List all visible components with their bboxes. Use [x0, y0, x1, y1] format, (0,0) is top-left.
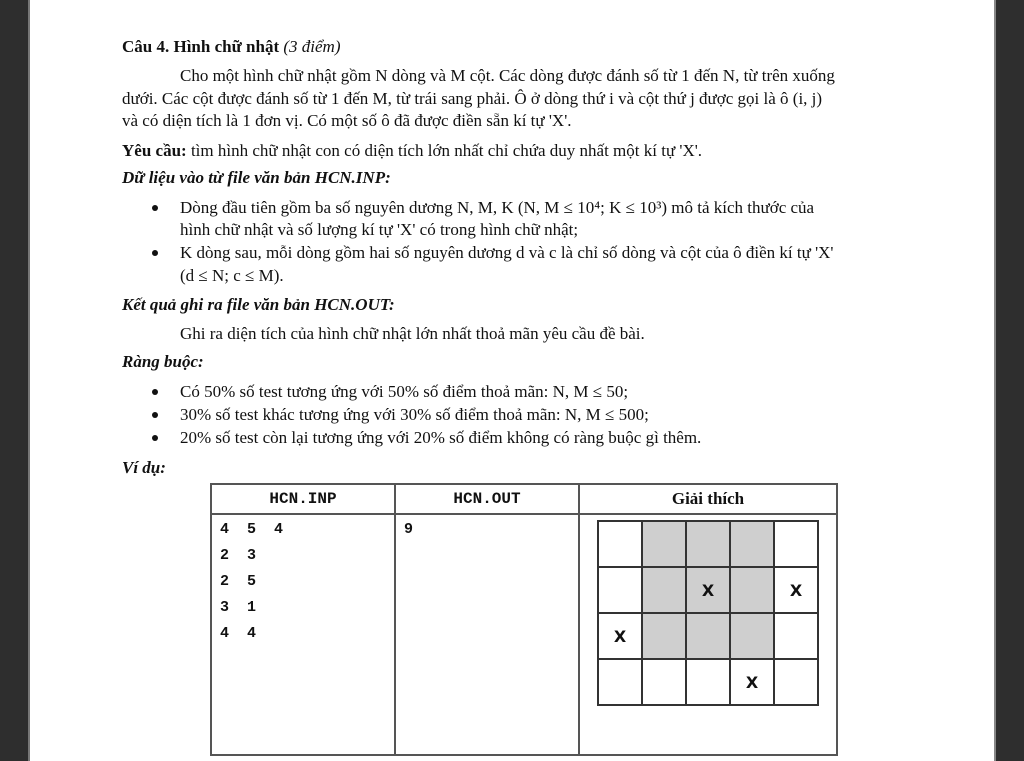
- grid-cell: [686, 613, 730, 659]
- grid-cell: [730, 567, 774, 613]
- input-bullet-2-line-2: (d ≤ N; c ≤ M).: [180, 266, 284, 285]
- input-cell: [211, 514, 395, 755]
- grid-cell: [686, 521, 730, 567]
- input-bullet-1-line-2: hình chữ nhật và số lượng kí tự 'X' có trong hình chữ nhật;: [180, 220, 579, 239]
- intro-line-1: Cho một hình chữ nhật gồm N dòng và M cột. Các dòng được đánh số từ 1 đến N, từ trên xuống: [180, 66, 835, 85]
- title-points: (3 điểm): [283, 37, 341, 56]
- intro-line-3: và có diện tích là 1 đơn vị. Có một số ô đã được điền sẵn kí tự 'X'.: [122, 111, 572, 130]
- input-line: 2 5: [220, 573, 257, 590]
- grid-cell: [642, 613, 686, 659]
- input-line: 3 1: [220, 599, 257, 616]
- input-heading: Dữ liệu vào từ file văn bản HCN.INP:: [122, 168, 391, 187]
- document-page: [30, 0, 994, 761]
- grid-cell-x: X: [730, 659, 774, 705]
- requirement: [122, 140, 702, 161]
- grid-row: [598, 567, 818, 613]
- grid-cell-x: X: [774, 567, 818, 613]
- left-viewer-margin: [0, 0, 30, 761]
- output-heading: Kết quả ghi ra file văn bản HCN.OUT:: [122, 295, 395, 314]
- constraints-heading: Ràng buộc:: [122, 352, 204, 371]
- bullet-icon: [152, 250, 158, 256]
- grid-cell: [774, 613, 818, 659]
- grid-cell: [642, 567, 686, 613]
- input-bullet-2-line-1: K dòng sau, mỗi dòng gồm hai số nguyên dương d và c là chỉ số dòng và cột của ô điền kí tự 'X': [180, 243, 834, 262]
- grid-cell: [598, 521, 642, 567]
- title-bold: Câu 4. Hình chữ nhật: [122, 37, 280, 56]
- grid-cell: [774, 659, 818, 705]
- constraint-3: 20% số test còn lại tương ứng với 20% số điểm không có ràng buộc gì thêm.: [180, 428, 702, 447]
- grid-cell: [730, 613, 774, 659]
- input-line: 4 5 4: [220, 521, 284, 538]
- grid-cell: [642, 659, 686, 705]
- grid-cell: [774, 521, 818, 567]
- grid-row: [598, 659, 818, 705]
- constraint-1: Có 50% số test tương ứng với 50% số điểm thoả mãn: N, M ≤ 50;: [180, 382, 629, 401]
- bullet-icon: [152, 389, 158, 395]
- input-bullet-1-line-1: Dòng đầu tiên gồm ba số nguyên dương N, M, K (N, M ≤ 10⁴; K ≤ 10³) mô tả kích thước của: [180, 198, 815, 217]
- grid-row: [598, 521, 818, 567]
- output-text: Ghi ra diện tích của hình chữ nhật lớn nhất thoả mãn yêu cầu đề bài.: [180, 324, 645, 343]
- requirement-label: Yêu cầu:: [122, 141, 187, 160]
- problem-title: [122, 36, 340, 57]
- output-line: 9: [404, 521, 414, 538]
- grid-cell: [642, 521, 686, 567]
- grid-cell: [730, 521, 774, 567]
- right-viewer-margin: [994, 0, 1024, 761]
- input-line: 4 4: [220, 625, 257, 642]
- grid-cell: [686, 659, 730, 705]
- requirement-text: tìm hình chữ nhật con có diện tích lớn nhất chỉ chứa duy nhất một kí tự 'X'.: [190, 141, 703, 160]
- bullet-icon: [152, 412, 158, 418]
- bullet-icon: [152, 205, 158, 211]
- intro-line-2: dưới. Các cột được đánh số từ 1 đến M, từ trái sang phải. Ô ở dòng thứ i và cột thứ j được gọi là ô (i, j): [122, 89, 823, 108]
- output-cell: [395, 514, 579, 755]
- explanation-grid: [597, 520, 819, 706]
- input-line: 2 3: [220, 547, 257, 564]
- example-heading: Ví dụ:: [122, 458, 166, 477]
- column-header-input: HCN.INP: [211, 484, 395, 514]
- grid-cell-x: X: [598, 613, 642, 659]
- grid-cell: [598, 567, 642, 613]
- constraint-2: 30% số test khác tương ứng với 30% số điểm thoả mãn: N, M ≤ 500;: [180, 405, 649, 424]
- column-header-explanation: Giải thích: [579, 484, 837, 514]
- grid-cell: [598, 659, 642, 705]
- bullet-icon: [152, 435, 158, 441]
- grid-cell-x: X: [686, 567, 730, 613]
- column-header-output: HCN.OUT: [395, 484, 579, 514]
- grid-row: [598, 613, 818, 659]
